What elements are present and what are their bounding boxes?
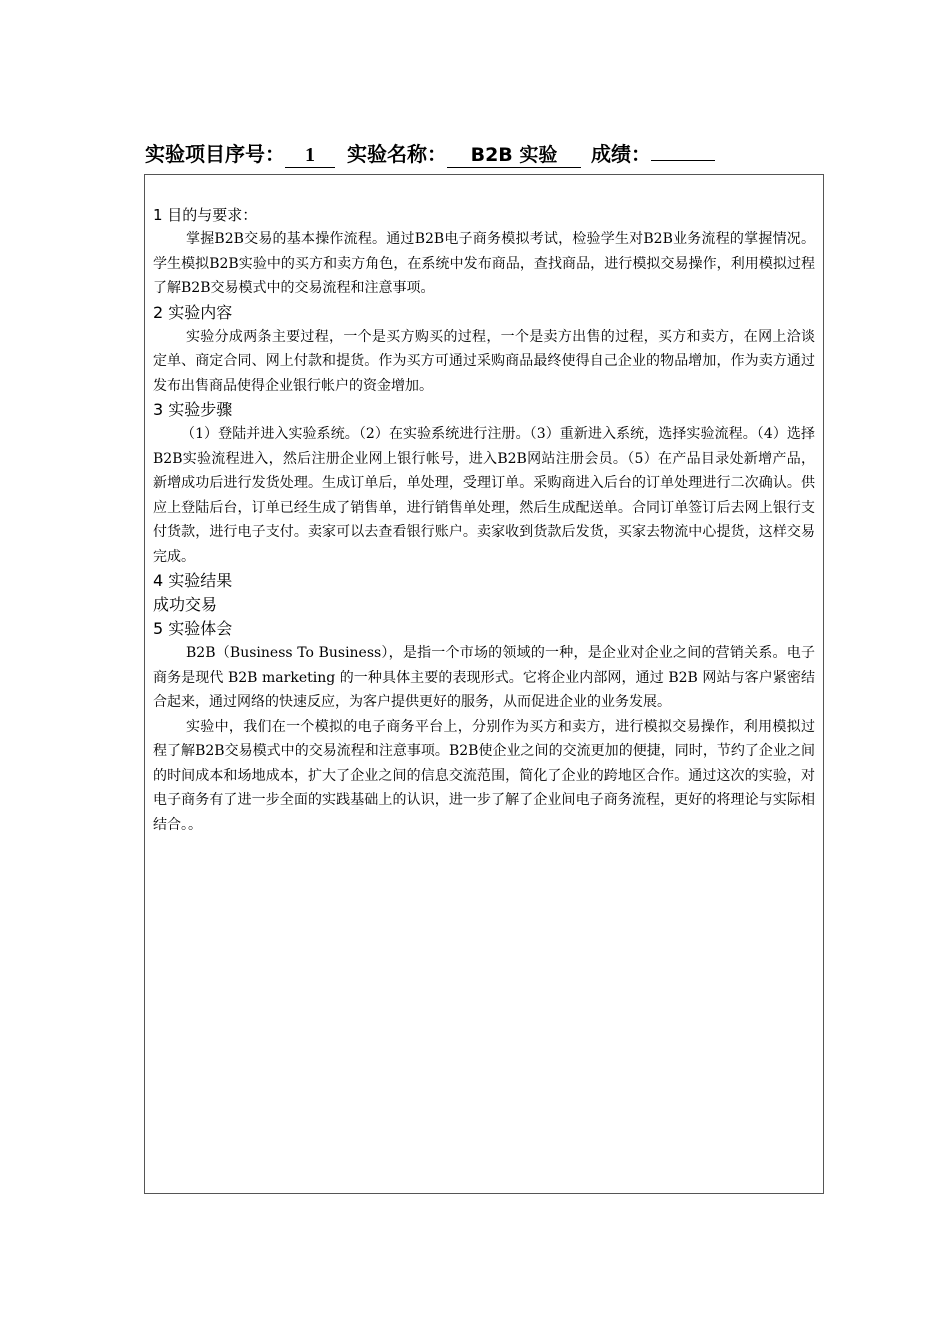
report-header (145, 136, 715, 166)
section-heading-steps: 3 实验步骤 (153, 400, 233, 419)
name-label: 实验名称： (347, 142, 447, 166)
section-paragraph-reflection-1: B2B（Business To Business），是指一个市场的领域的一种，是企业对企业之间的营销关系。电子商务是现代 B2B marketing 的一种具体主要的表现形式。它将企业内部网，通过 B2B 网站与客户紧密结合起来，通过网络的快速反应，为客户提供更好的服务，从而促进企业的业务发展。 (153, 645, 815, 710)
section-paragraph-content: 实验分成两条主要过程，一个是买方购买的过程，一个是卖方出售的过程，买方和卖方，在网上洽谈定单、商定合同、网上付款和提货。作为买方可通过采购商品最终使得自己企业的物品增加，作为卖方通过发布出售商品使得企业银行帐户的资金增加。 (153, 328, 815, 394)
name-value: B2B 实验 (447, 143, 581, 168)
seq-value: 1 (285, 143, 335, 168)
result-text: 成功交易 (153, 595, 218, 614)
grade-value (651, 136, 715, 161)
section-heading-result: 4 实验结果 (153, 571, 233, 590)
section-heading-content: 2 实验内容 (153, 302, 233, 322)
section-heading-purpose: 1 目的与要求： (153, 206, 258, 224)
report-body (153, 203, 815, 837)
section-paragraph-reflection-2: 实验中，我们在一个模拟的电子商务平台上，分别作为买方和卖方，进行模拟交易操作，利用模拟过程了解B2B交易模式中的交易流程和注意事项。B2B使企业之间的交流更加的便捷，同时，节约了企业之间的时间成本和场地成本，扩大了企业之间的信息交流范围，简化了企业的跨地区合作。通过这次的实验，对电子商务有了进一步全面的实践基础上的认识，进一步了解了企业间电子商务流程，更好的将理论与实际相结合。。 (153, 718, 815, 833)
grade-label: 成绩： (591, 142, 651, 166)
seq-label: 实验项目序号： (145, 142, 285, 166)
section-paragraph-steps: （1）登陆并进入实验系统。（2）在实验系统进行注册。（3）重新进入系统，选择实验流程。（4）选择B2B实验流程进入，然后注册企业网上银行帐号，进入B2B网站注册会员。（5）在产品目录处新增产品，新增成功后进行发货处理。生成订单后，单处理，受理订单。采购商进入后台的订单处理进行二次确认。供应上登陆后台，订单已经生成了销售单，进行销售单处理，然后生成配送单。合同订单签订后去网上银行支付货款，进行电子支付。卖家可以去查看银行账户。卖家收到货款后发货，买家去物流中心提货，这样交易完成。 (153, 426, 815, 565)
section-heading-reflection: 5 实验体会 (153, 619, 233, 638)
section-paragraph-purpose: 掌握B2B交易的基本操作流程。通过B2B电子商务模拟考试，检验学生对B2B业务流程的掌握情况。学生模拟B2B实验中的买方和卖方角色，在系统中发布商品，查找商品，进行模拟交易操作，利用模拟过程了解B2B交易模式中的交易流程和注意事项。 (153, 231, 815, 296)
